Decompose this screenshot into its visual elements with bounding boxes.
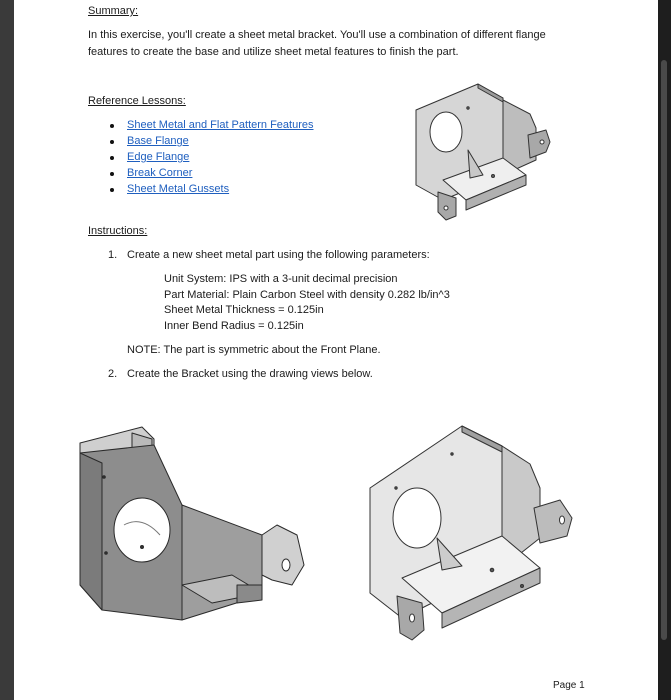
summary-line-2: features to create the base and utilize sheet metal features to finish the part. — [88, 46, 459, 58]
summary-line-1: In this exercise, you'll create a sheet metal bracket. You'll use a combination of different flange — [88, 29, 546, 41]
link-break-corner[interactable]: Break Corner — [127, 167, 193, 179]
param-unit-system: Unit System: IPS with a 3-unit decimal precision — [164, 273, 398, 285]
step-1-text: Create a new sheet metal part using the following parameters: — [127, 249, 430, 261]
bullet — [110, 124, 114, 128]
bullet — [110, 140, 114, 144]
param-thickness: Sheet Metal Thickness = 0.125in — [164, 304, 324, 316]
link-base-flange[interactable]: Base Flange — [127, 135, 189, 147]
bracket-front-view-image — [362, 418, 592, 648]
bullet — [110, 156, 114, 160]
step-1-number: 1. — [108, 249, 118, 261]
reference-heading: Reference Lessons: — [88, 95, 186, 107]
bracket-thumbnail-image — [408, 80, 558, 230]
step-2-number: 2. — [108, 368, 118, 380]
instructions-heading: Instructions: — [88, 225, 148, 237]
scrollbar[interactable] — [658, 0, 671, 700]
param-bend-radius: Inner Bend Radius = 0.125in — [164, 320, 304, 332]
symmetry-note: NOTE: The part is symmetric about the Front Plane. — [127, 344, 381, 356]
bullet — [110, 172, 114, 176]
link-sheet-metal-flat-pattern[interactable]: Sheet Metal and Flat Pattern Features — [127, 119, 314, 131]
param-material: Part Material: Plain Carbon Steel with density 0.282 lb/in^3 — [164, 289, 450, 301]
page-number: Page 1 — [553, 680, 585, 691]
bracket-back-view-image — [72, 425, 322, 635]
bullet — [110, 188, 114, 192]
link-edge-flange[interactable]: Edge Flange — [127, 151, 190, 163]
summary-heading: Summary: — [88, 5, 139, 17]
link-sheet-metal-gussets[interactable]: Sheet Metal Gussets — [127, 183, 230, 195]
step-2-text: Create the Bracket using the drawing views below. — [127, 368, 373, 380]
